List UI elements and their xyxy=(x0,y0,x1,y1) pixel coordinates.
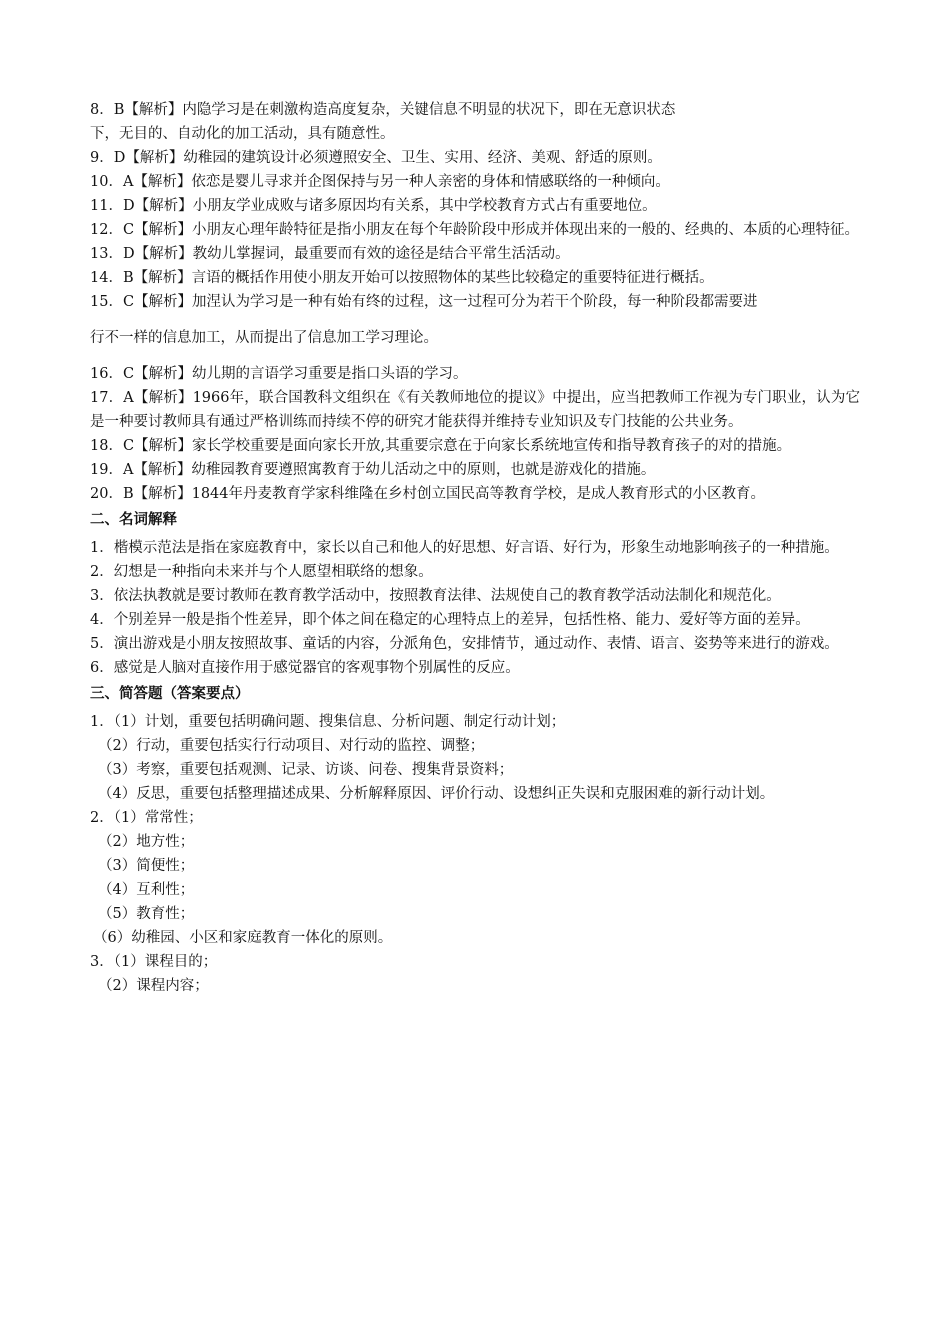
short-answer-item: （2）行动，重要包括实行行动项目、对行动的监控、调整； xyxy=(98,738,485,754)
answer-line: 18．C【解析】家长学校重要是面向家长开放,其重要宗意在于向家长系统地宣传和指导教育孩子的对的措施。 xyxy=(90,438,792,454)
answer-line: 行不一样的信息加工，从而提出了信息加工学习理论。 xyxy=(90,330,438,346)
term-item: 1．楷模示范法是指在家庭教育中，家长以自己和他人的好思想、好言语、好行为，形象生动地影响孩子的一种措施。 xyxy=(90,540,839,556)
term-item: 2．幻想是一种指向未来并与个人愿望相联络的想象。 xyxy=(90,564,433,580)
short-answer-item: （3）简便性； xyxy=(98,858,195,874)
short-answer-item: （2）地方性； xyxy=(98,834,195,850)
term-item: 6．感觉是人脑对直接作用于感觉器官的客观事物个别属性的反应。 xyxy=(90,660,520,676)
term-item: 4．个别差异一般是指个性差异，即个体之间在稳定的心理特点上的差异，包括性格、能力、爱好等方面的差异。 xyxy=(90,612,810,628)
answer-line: 9．D【解析】幼稚园的建筑设计必须遵照安全、卫生、实用、经济、美观、舒适的原则。 xyxy=(90,150,662,166)
term-item: 5．演出游戏是小朋友按照故事、童话的内容，分派角色，安排情节，通过动作、表情、语言、姿势等来进行的游戏。 xyxy=(90,636,839,652)
answer-line: 8．B【解析】内隐学习是在刺激构造高度复杂，关键信息不明显的状况下，即在无意识状态 xyxy=(90,102,676,118)
short-answer-item: 1．（1）计划，重要包括明确问题、搜集信息、分析问题、制定行动计划； xyxy=(90,714,566,730)
answer-line: 12．C【解析】小朋友心理年龄特征是指小朋友在每个年龄阶段中形成并体现出来的一般的、经典的、本质的心理特征。 xyxy=(90,222,860,238)
answer-line: 16．C【解析】幼儿期的言语学习重要是指口头语的学习。 xyxy=(90,366,468,382)
short-answer-item: （4）反思，重要包括整理描述成果、分析解释原因、评价行动、设想纠正失误和克服困难的新行动计划。 xyxy=(98,786,775,802)
answer-line: 下，无目的、自动化的加工活动，具有随意性。 xyxy=(90,126,395,142)
answer-line: 19．A【解析】幼稚园教育要遵照寓教育于幼儿活动之中的原则，也就是游戏化的措施。 xyxy=(90,462,656,478)
term-item: 3．依法执教就是要讨教师在教育教学活动中，按照教育法律、法规使自己的教育教学活动法制化和规范化。 xyxy=(90,588,781,604)
short-answer-item: （4）互利性； xyxy=(98,882,195,898)
answer-line: 15．C【解析】加涅认为学习是一种有始有终的过程，这一过程可分为若干个阶段，每一种阶段都需要进 xyxy=(90,294,758,310)
section-heading-short-answer: 三、简答题（答案要点） xyxy=(90,685,250,702)
short-answer-item: （6）幼稚园、小区和家庭教育一体化的原则。 xyxy=(93,930,393,946)
answer-line: 10．A【解析】依恋是婴儿寻求并企图保持与另一种人亲密的身体和情感联络的一种倾向。 xyxy=(90,174,670,190)
short-answer-item: （5）教育性； xyxy=(98,906,195,922)
answer-line: 14．B【解析】言语的概括作用使小朋友开始可以按照物体的某些比较稳定的重要特征进行概括。 xyxy=(90,270,714,286)
answer-line: 13．D【解析】教幼儿掌握词，最重要而有效的途径是结合平常生活活动。 xyxy=(90,246,570,262)
answer-line: 20．B【解析】1844年丹麦教育学家科维隆在乡村创立国民高等教育学校，是成人教育形式的小区教育。 xyxy=(90,486,766,502)
section-heading-terms: 二、名词解释 xyxy=(90,511,177,528)
short-answer-item: （3）考察，重要包括观测、记录、访谈、问卷、搜集背景资料； xyxy=(98,762,514,778)
answer-line: 11．D【解析】小朋友学业成败与诸多原因均有关系，其中学校教育方式占有重要地位。 xyxy=(90,198,657,214)
short-answer-item: （2）课程内容； xyxy=(98,978,209,994)
document-page xyxy=(90,98,860,998)
short-answer-item: 2．（1）常常性； xyxy=(90,810,203,826)
short-answer-item: 3．（1）课程目的； xyxy=(90,954,218,970)
answer-line: 17．A【解析】1966年，联合国教科文组织在《有关教师地位的提议》中提出，应当把教师工作视为专门职业，认为它是一种要讨教师具有通过严格训练而持续不停的研究才能获得并维持专业知识及专门技能的公共业务。 xyxy=(90,390,860,430)
